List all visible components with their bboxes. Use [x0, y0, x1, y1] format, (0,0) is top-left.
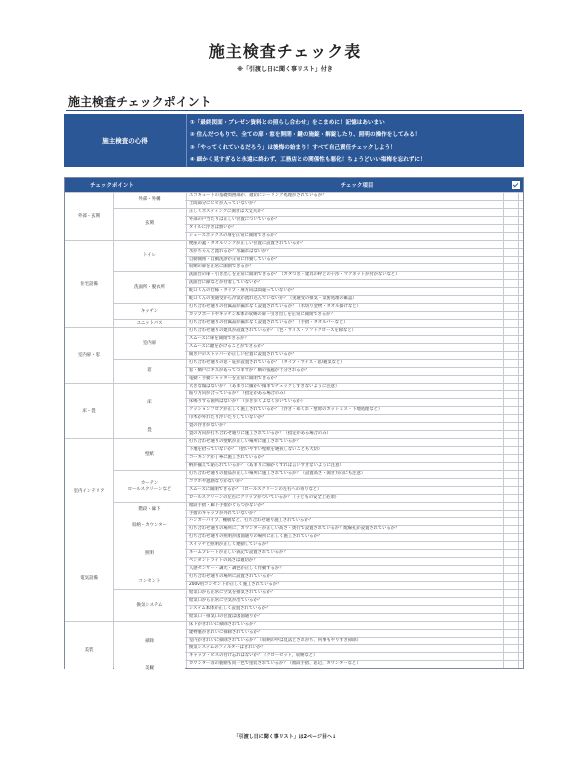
check-cell[interactable]: [503, 360, 518, 367]
check-item-text: シューズボックスの扉を正常に開閉できるか？: [186, 233, 503, 240]
table-row: [65, 398, 523, 406]
check-item-text: 土間部分にヒビが入っていないか？: [186, 201, 503, 208]
table-row: [65, 502, 523, 510]
check-item-text: スイッチと照明が正しく連動しているか？: [186, 542, 503, 549]
check-cell[interactable]: [503, 653, 518, 660]
table-row: [65, 613, 523, 621]
mindset-line: ③「やってくれているだろう」は後悔の始まり！すべて自己責任チェックしよう！: [190, 144, 396, 151]
table-row: [65, 200, 523, 208]
table-row: [65, 351, 523, 359]
check-cell[interactable]: [503, 630, 518, 637]
check-cell[interactable]: [503, 638, 518, 645]
category-label: 電気設備: [65, 535, 113, 621]
subcategory-label: 美観: [114, 662, 185, 677]
check-cell[interactable]: [503, 217, 518, 224]
check-item-text: 打ち合わせ通りの製品が正しい場所に施工されているか？（設置高さ・開き方向にも注意）: [186, 471, 503, 478]
table-row: [65, 589, 523, 597]
check-item-text: スムーズに扉を開閉できるか？: [186, 336, 503, 343]
check-cell[interactable]: [503, 455, 518, 462]
table-row: [65, 573, 523, 581]
section-title: 施主検査チェックポイント: [68, 95, 212, 109]
check-item-text: 畳の浮きがないか？: [186, 423, 503, 430]
table-row: [65, 343, 523, 351]
check-cell[interactable]: [503, 542, 518, 549]
table-row: [65, 414, 523, 422]
page-subtitle: ※「引渡し日に聞く事リスト」付き: [237, 66, 333, 73]
check-item-text: 給気口から正常に空気を排気されているか？: [186, 590, 503, 597]
check-item-text: 正しくポスティングに開きは大丈夫か？: [186, 209, 503, 216]
table-row: [65, 438, 523, 446]
check-item-text: 自動開閉・自動洗浄が正常に作動しているか？: [186, 257, 503, 264]
check-item-text: 開き戸のストッパーが正しい位置に設置されているか？: [186, 352, 503, 359]
check-cell[interactable]: [503, 280, 518, 287]
check-cell[interactable]: [503, 423, 518, 430]
check-item-text: 階段手摺・廊下手摺がぐらつかないか？: [186, 503, 503, 510]
check-item-text: 外部の戸当たりは正しい位置についているか？: [186, 217, 503, 224]
category-label: 外部・玄関: [65, 193, 113, 240]
table-row: [65, 327, 523, 335]
check-item-text: 電動・手動シャッターを正常に開閉できるか？: [186, 376, 503, 383]
check-cell[interactable]: [503, 463, 518, 470]
table-row: [65, 311, 523, 319]
table-row: [65, 375, 523, 383]
check-item-text: ネームプレートが正しい表記で設置されているか？: [186, 550, 503, 557]
check-item-text: 柄が揃えて貼られているか？（あまりに細かくずれは言いすぎないように注意）: [186, 463, 503, 470]
table-row: [65, 367, 523, 375]
check-cell[interactable]: [503, 344, 518, 351]
check-item-text: 窓・網戸にキズがあってつまずか？網の張越が十分されるか？: [186, 368, 503, 375]
check-item-text: 蛇口くんの仕様・タイプ・扉方向は間違っていないか？: [186, 288, 503, 295]
check-cell[interactable]: [503, 614, 518, 621]
table-row: [65, 446, 523, 454]
check-cell[interactable]: [503, 336, 518, 343]
mindset-lines: [187, 114, 524, 167]
check-item-text: 洗面台に隙などが付着していないか？: [186, 280, 503, 287]
check-item-text: 貼り方向が合っているか？（指定がある場合のみ）: [186, 391, 503, 398]
table-row: [65, 478, 523, 486]
check-cell[interactable]: [503, 534, 518, 541]
check-cell[interactable]: [503, 296, 518, 303]
mindset-label: 施主検査の心得: [64, 114, 187, 167]
table-row: [65, 565, 523, 573]
table-row: [65, 383, 523, 391]
table-row: [65, 248, 523, 256]
subcategory-label: 収納・カウンター: [114, 519, 185, 534]
check-item-text: 巾木が外れたり浮いたりしていないか？: [186, 415, 503, 422]
table-row: [65, 287, 523, 295]
check-cell[interactable]: [503, 264, 518, 271]
check-cell[interactable]: [503, 368, 518, 375]
check-cell[interactable]: [503, 376, 518, 383]
table-row: [65, 517, 523, 525]
check-cell[interactable]: [503, 574, 518, 581]
table-row: [65, 359, 523, 367]
subcategory-label: 畳: [114, 424, 185, 439]
check-cell[interactable]: [503, 550, 518, 557]
subcategory-label: ユニットバス: [114, 320, 185, 327]
check-item-text: 給気口・排気口の位置は図面通りか？: [186, 614, 503, 621]
check-cell[interactable]: [503, 447, 518, 454]
table-row: [65, 271, 523, 279]
check-item-text: ハンガーパイプ、棚板など、打ち合わせ通り施工されているか？: [186, 518, 503, 525]
subcategory-label: 壁紙: [114, 439, 185, 470]
check-item-text: 打ち合わせ通りの場所に、カウンターが正しい高さ・奥行で設置されているか？配線孔が設置されているか？: [186, 526, 503, 533]
table-row: [65, 263, 523, 271]
table-row: [65, 430, 523, 438]
check-item-text: 打ち合わせ通りの窓・庇が設置されているか？（タイプ・サイズ・窓/通気など）: [186, 360, 503, 367]
check-cell[interactable]: [503, 479, 518, 486]
subcategory-label: 窓: [114, 360, 185, 383]
check-item-text: 建物裏がきれいに掃除されているか？: [186, 630, 503, 637]
check-item-text: 打ち合わせ通りの付属品が漏れなく設置されているか？（手摺・タオルバーなど）: [186, 320, 503, 327]
check-cell[interactable]: [503, 209, 518, 216]
check-cell[interactable]: [503, 233, 518, 240]
table-row: [65, 256, 523, 264]
check-cell[interactable]: [503, 249, 518, 256]
mindset-line: ② 住んだつもりで、全ての扉・窓を開閉・鍵の施錠・解錠したり、照明の操作をしてみる！: [190, 132, 421, 139]
check-cell[interactable]: [503, 582, 518, 589]
check-cell[interactable]: [503, 503, 518, 510]
mindset-line: ④ 細かく見すぎると永遠に終わず、工務店との関係性も悪化！ちょうどいい塩梅を忘れずに！: [190, 156, 426, 163]
check-cell[interactable]: [503, 312, 518, 319]
table-row: [65, 652, 523, 660]
table-row: [65, 486, 523, 494]
check-item-text: スムーズに開閉できるか？（ロールスクリーンの左右への寄りなど）: [186, 487, 503, 494]
check-item-text: カップボードやキッチン本体の収納の扉・引き出しを正常に開閉できるか？: [186, 312, 503, 319]
check-cell[interactable]: [503, 590, 518, 597]
table-header: [65, 178, 523, 192]
table-row: [65, 303, 523, 311]
check-item-text: 大きな傷はないか？（あまりに細かい傷までチェックしすぎないように注意）: [186, 384, 503, 391]
table-row: [65, 525, 523, 533]
check-item-text: 畳の方向が打ち合わせ通りに施工されているか？（指定がある場合のみ）: [186, 431, 503, 438]
check-cell[interactable]: [503, 415, 518, 422]
table-row: [65, 549, 523, 557]
subcategory-label: 床: [114, 384, 185, 423]
check-item-text: 下地を拾っていないか？（拾いやすい壁紙を選択しないことも大切）: [186, 447, 503, 454]
check-cell[interactable]: [503, 272, 518, 279]
check-item-text: システム本体が正しく設置されているか？: [186, 606, 503, 613]
check-item-text: クッションフロアが正しく施工されているか？（浮き・めくれ・壁際のカットミス・下地処理など）: [186, 407, 503, 414]
check-cell[interactable]: [503, 225, 518, 232]
checklist-table: [64, 177, 524, 672]
check-cell[interactable]: [503, 257, 518, 264]
check-cell[interactable]: [503, 193, 518, 200]
category-label: 室内扉・窓: [65, 328, 113, 383]
check-item-text: 室内がきれいに掃除されているか？（収納の中は見落とされがち、何事もやりすぎ掃除）: [186, 638, 503, 645]
check-item-text: エコキュートの基礎周囲部が、適切にシーリング処理がされているか？: [186, 193, 503, 200]
check-item-text: 打ち合わせ通りの場所に設置されているか？: [186, 574, 503, 581]
table-row: [65, 208, 523, 216]
check-cell[interactable]: [503, 487, 518, 494]
table-row: [65, 510, 523, 518]
check-item-text: 手摺のキャップが外れていないか？: [186, 511, 503, 518]
category-label: 室内インテリア: [65, 439, 113, 541]
table-row: [65, 232, 523, 240]
subcategory-label: 掃除: [114, 622, 185, 661]
check-item-text: 換気システムのフィルターはきれいか？: [186, 645, 503, 652]
check-cell[interactable]: [503, 622, 518, 629]
check-cell[interactable]: [503, 320, 518, 327]
table-row: [65, 494, 523, 502]
check-cell[interactable]: [503, 328, 518, 335]
check-item-text: ゴツホや遮熱なりがないか？: [186, 479, 503, 486]
table-row: [65, 605, 523, 613]
check-cell[interactable]: [503, 304, 518, 311]
table-row: [65, 422, 523, 430]
check-item-text: スムーズに鍵をかけることができるか？: [186, 344, 503, 351]
check-cell[interactable]: [503, 241, 518, 248]
check-item-text: 床鳴りする箇所はないか？（歩き歩くよなく歩いているか）: [186, 399, 503, 406]
table-row: [65, 470, 523, 478]
subcategory-label: 洗面所・脱衣所: [114, 273, 185, 304]
check-item-text: 打ち合わせ通りの壁紙が正しい場所に施工されているか？: [186, 439, 503, 446]
table-row: [65, 406, 523, 414]
check-cell[interactable]: [503, 471, 518, 478]
check-item-text: カウンター等の裏側も同一色で塗装されているか？（階段手摺、窓辺、カウンターなど）: [186, 661, 503, 668]
footer-note: 「引渡し日に聞く事リスト」は2ページ目へ↓: [233, 734, 337, 740]
check-item-text: 水がちゃんと流れるか？水漏れはないか？: [186, 249, 503, 256]
table-body: [65, 192, 523, 672]
table-row: [65, 454, 523, 462]
check-item-text: 便座の蓋・タオルリングが正しい位置に設置されているか？: [186, 241, 503, 248]
check-cell[interactable]: [503, 431, 518, 438]
table-row: [65, 621, 523, 629]
check-cell[interactable]: [503, 661, 518, 668]
check-item-text: コーキングが丁寧に施工されているか？: [186, 455, 503, 462]
check-item-text: 人感センサー・調光・調色が正しく作動するか？: [186, 566, 503, 573]
page-title: 施主検査チェック表: [208, 42, 362, 61]
check-cell[interactable]: [503, 518, 518, 525]
subcategory-label: コンセント: [114, 575, 185, 590]
category-label: 美装: [65, 622, 113, 677]
check-cell[interactable]: [503, 606, 518, 613]
table-row: [65, 541, 523, 549]
subcategory-label: 換気システム: [114, 591, 185, 622]
table-row: [65, 319, 523, 327]
header-check-item: チェック項目: [340, 183, 374, 189]
table-row: [65, 629, 523, 637]
check-cell[interactable]: [503, 495, 518, 502]
check-cell[interactable]: [503, 288, 518, 295]
checkbox-icon: [509, 181, 523, 189]
check-item-text: ペンダントライトの高さは適切か？: [186, 558, 503, 565]
table-row: [65, 224, 523, 232]
table-row: [65, 660, 523, 668]
check-cell[interactable]: [503, 391, 518, 398]
check-item-text: 200v用コンセントが正しく施工されているか？: [186, 582, 503, 589]
table-row: [65, 192, 523, 200]
category-label: 床・畳: [65, 384, 113, 439]
table-row: [65, 279, 523, 287]
check-cell[interactable]: [503, 526, 518, 533]
check-cell[interactable]: [503, 558, 518, 565]
subcategory-label: トイレ: [114, 241, 185, 272]
check-cell[interactable]: [503, 511, 518, 518]
check-item-text: 給気口から正常に空気が出ているか？: [186, 598, 503, 605]
check-item-text: キャップ・ビスの付け忘れはないか？（クローゼット、収納など）: [186, 653, 503, 660]
mindset-box: [64, 114, 524, 167]
subcategory-label: 室内扉: [114, 328, 185, 359]
check-cell[interactable]: [503, 407, 518, 414]
table-row: [65, 581, 523, 589]
table-row: [65, 216, 523, 224]
header-checkpoint: チェックポイント: [90, 183, 134, 189]
subcategory-label: 照明: [114, 535, 185, 574]
check-item-text: 打ち合わせ通りの照明が図面通りの場所に正しく施工されているか？: [186, 534, 503, 541]
table-row: [65, 462, 523, 470]
table-row: [65, 295, 523, 303]
subcategory-label: 外部・外構: [114, 193, 185, 208]
table-row: [65, 557, 523, 565]
table-row: [65, 533, 523, 541]
table-row: [65, 597, 523, 605]
table-row: [65, 240, 523, 248]
category-label: 住宅設備: [65, 241, 113, 327]
check-cell[interactable]: [503, 201, 518, 208]
mindset-line: ①「最終図面・プレゼン資料との照らし合わせ」をこまめに！記憶はあいまい: [190, 120, 385, 127]
check-item-text: 洗面台の扉・引き出しを正常に開閉できるか？（ガタつき・建具の枠との干渉・マグネットが付かないなど）: [186, 272, 503, 279]
check-item-text: ロールスクリーンの左右にクリップがついているか？（子どもの安全上必須）: [186, 495, 503, 502]
check-cell[interactable]: [503, 645, 518, 652]
check-cell[interactable]: [503, 384, 518, 391]
table-row: [65, 644, 523, 652]
check-cell[interactable]: [503, 352, 518, 359]
subcategory-label: キッチン: [114, 304, 185, 319]
check-cell[interactable]: [503, 566, 518, 573]
check-cell[interactable]: [503, 399, 518, 406]
subcategory-label: カーテン ロールスクリーンなど: [114, 471, 185, 502]
table-row: [65, 390, 523, 398]
check-item-text: タイルに浮きは無いか？: [186, 225, 503, 232]
check-cell[interactable]: [503, 598, 518, 605]
check-item-text: 打ち合わせ通りの建具が設置されているか？（色・サイズ・ソフトクローズを除など）: [186, 328, 503, 335]
subcategory-label: 階段・廊下: [114, 503, 185, 518]
section-divider: [66, 110, 522, 111]
table-row: [65, 637, 523, 645]
check-item-text: 収納の扉を正常に開閉できるか？: [186, 264, 503, 271]
subcategory-label: 玄関: [114, 209, 185, 240]
table-row: [65, 335, 523, 343]
check-item-text: 打ち合わせ通りの付属品が漏れなく設置されているか？（水切り金物・タオル掛けなど）: [186, 304, 503, 311]
check-item-text: 蛇口くんの実通受から冷気が流れ込んでいないか？（実通受の排気・気密処理の確認）: [186, 296, 503, 303]
check-cell[interactable]: [503, 439, 518, 446]
check-item-text: 床下がきれいに掃除されているか？: [186, 622, 503, 629]
